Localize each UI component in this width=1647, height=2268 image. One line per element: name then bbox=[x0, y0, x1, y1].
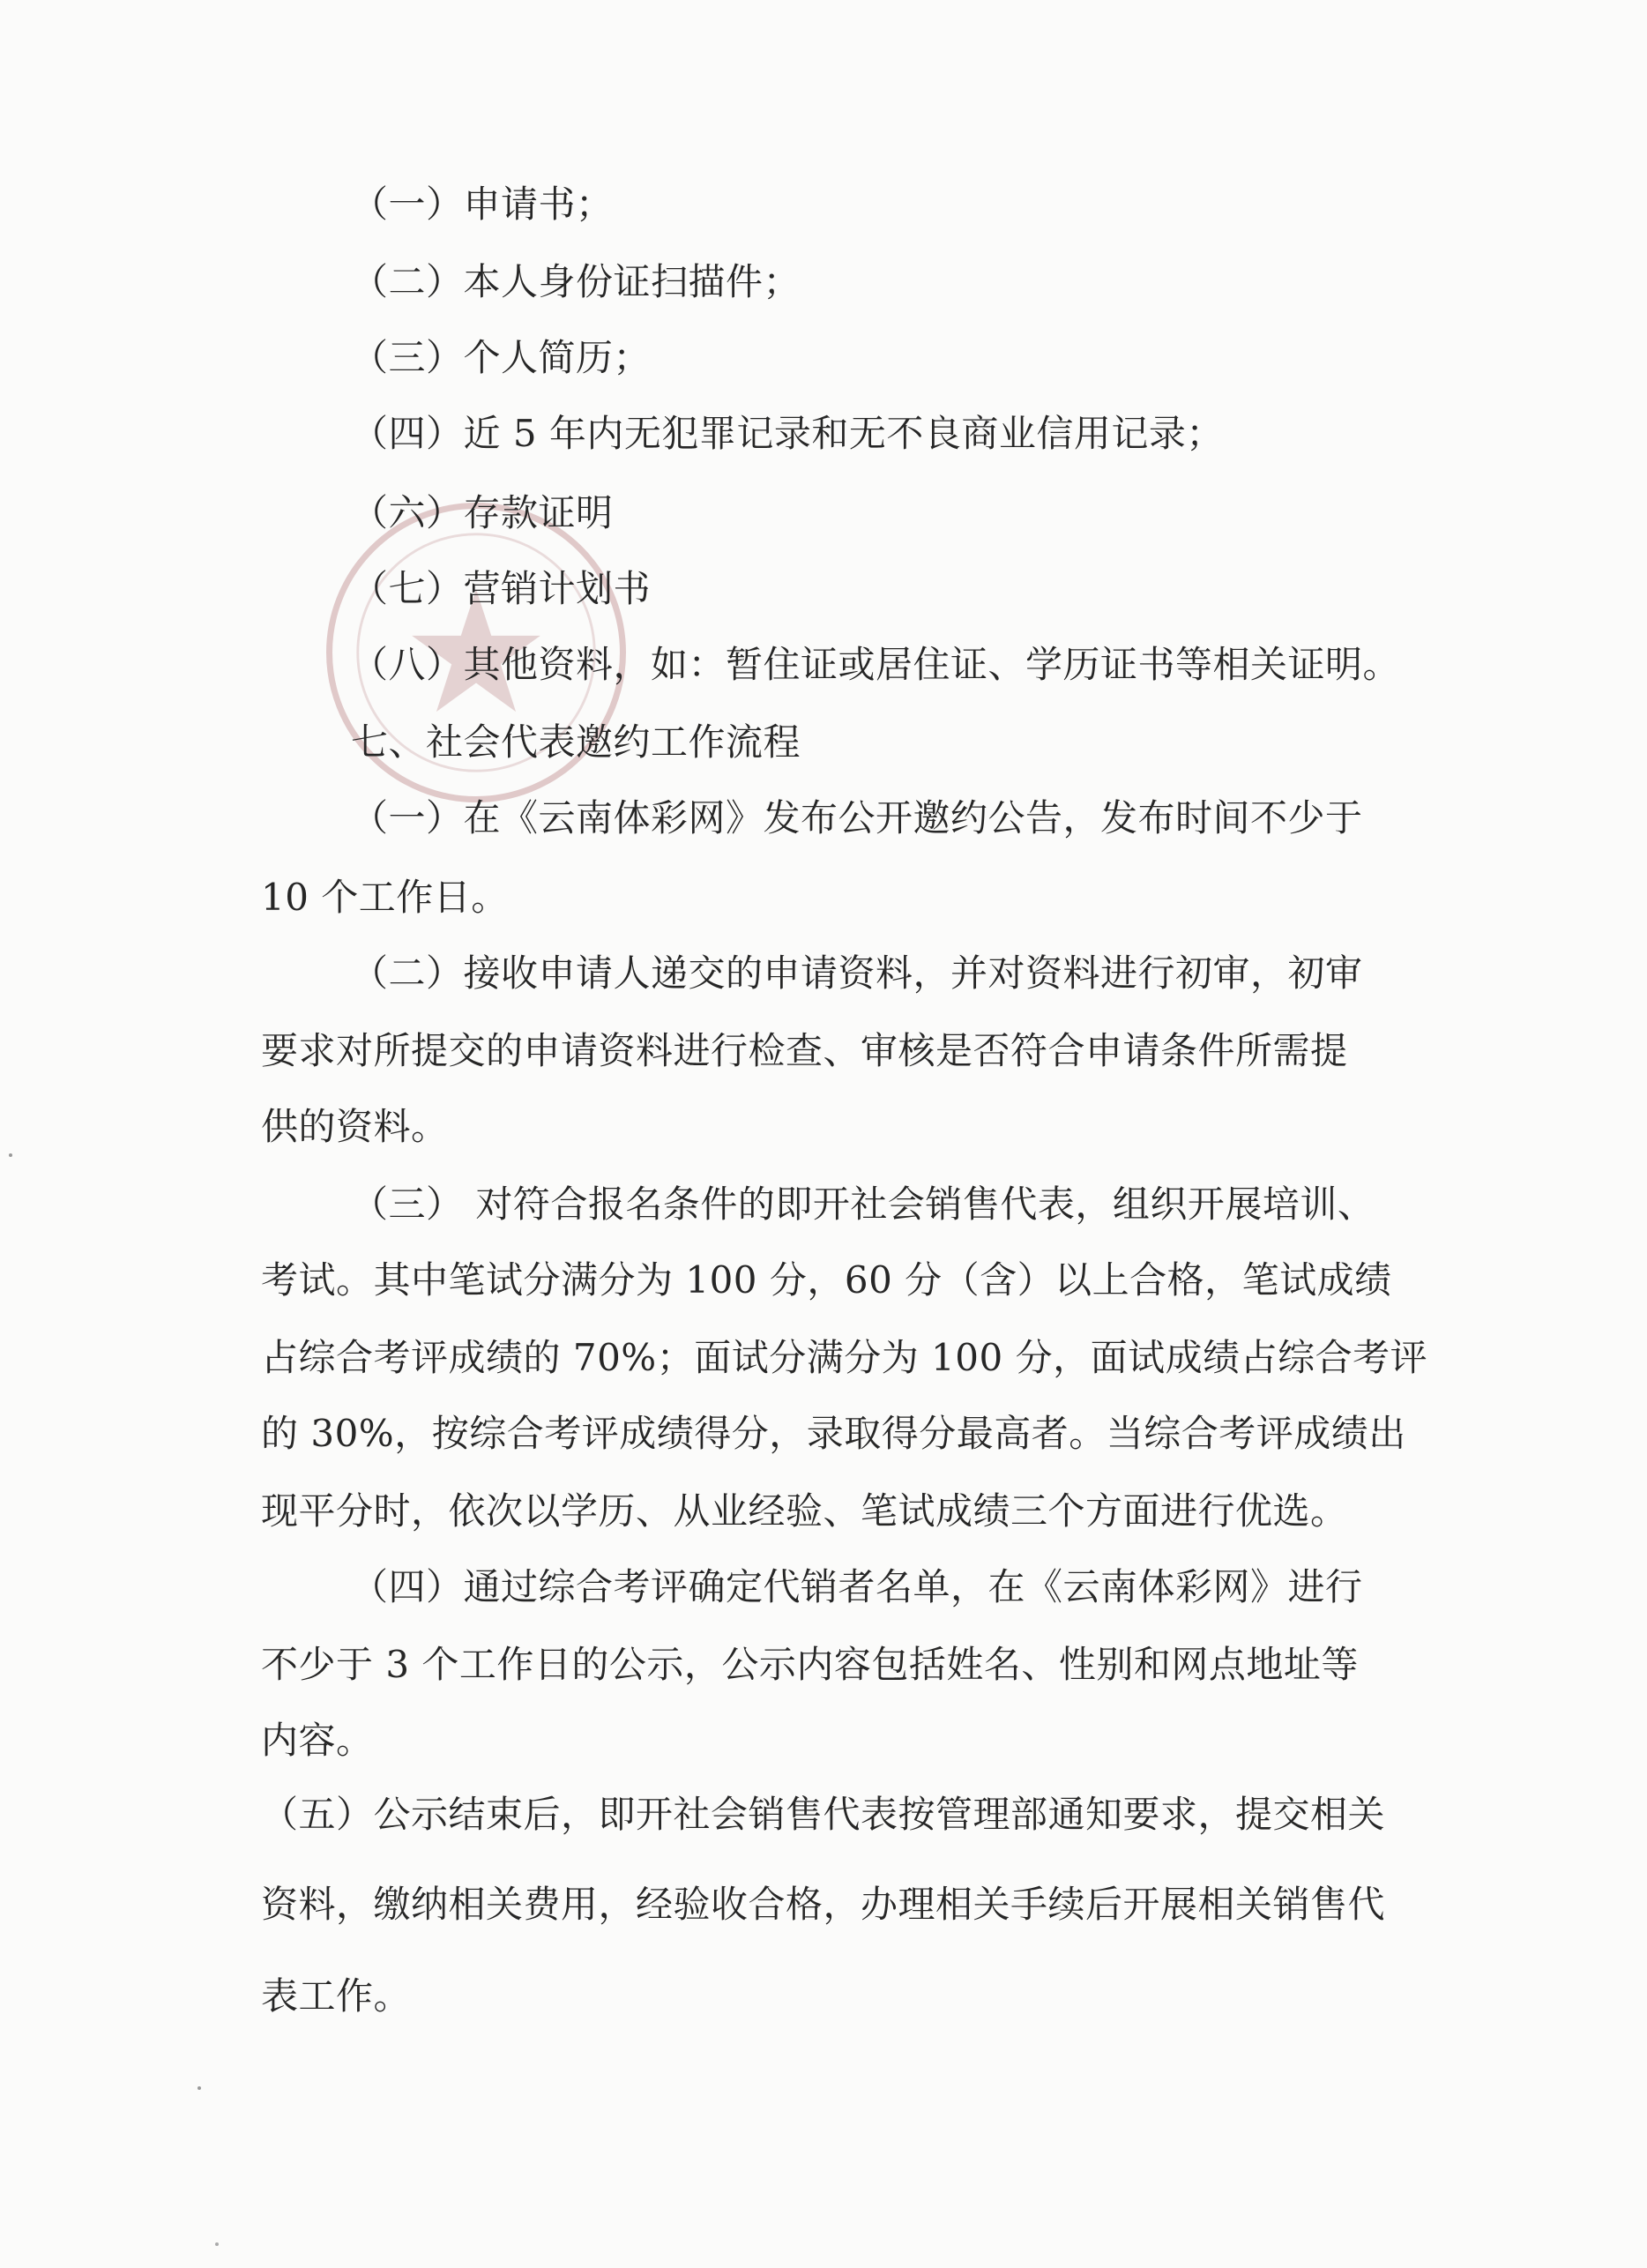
doc-line-15: 考试。其中笔试分满分为 100 分，60 分（含）以上合格，笔试成绩 bbox=[261, 1258, 1392, 1302]
doc-line-3: （三）个人简历； bbox=[351, 336, 652, 379]
doc-line-18: 现平分时，依次以学历、从业经验、笔试成绩三个方面进行优选。 bbox=[261, 1489, 1348, 1533]
doc-line-24: 表工作。 bbox=[261, 1974, 412, 2018]
doc-line-4: （四）近 5 年内无犯罪记录和无不良商业信用记录； bbox=[351, 412, 1224, 455]
doc-line-20: 不少于 3 个工作日的公示，公示内容包括姓名、性别和网点地址等 bbox=[261, 1643, 1359, 1686]
doc-line-9: （一）在《云南体彩网》发布公开邀约公告，发布时间不少于 bbox=[351, 796, 1363, 839]
doc-line-14: （三） 对符合报名条件的即开社会销售代表，组织开展培训、 bbox=[351, 1182, 1375, 1226]
doc-line-7: （八）其他资料，如：暂住证或居住证、学历证书等相关证明。 bbox=[351, 643, 1401, 686]
doc-line-12: 要求对所提交的申请资料进行检查、审核是否符合申请条件所需提 bbox=[261, 1029, 1348, 1072]
doc-line-1: （一）申请书； bbox=[351, 183, 614, 226]
doc-line-2: （二）本人身份证扫描件； bbox=[351, 260, 801, 303]
doc-line-19: （四）通过综合考评确定代销者名单，在《云南体彩网》进行 bbox=[351, 1565, 1363, 1608]
doc-line-17: 的 30%，按综合考评成绩得分，录取得分最高者。当综合考评成绩出 bbox=[261, 1412, 1406, 1455]
doc-line-5: （六）存款证明 bbox=[351, 491, 614, 534]
section-heading: 七、社会代表邀约工作流程 bbox=[351, 720, 801, 764]
doc-line-21: 内容。 bbox=[261, 1719, 374, 1762]
doc-line-16: 占综合考评成绩的 70%；面试分满分为 100 分，面试成绩占综合考评 bbox=[261, 1336, 1428, 1379]
doc-line-11: （二）接收申请人递交的申请资料，并对资料进行初审，初审 bbox=[351, 951, 1363, 995]
doc-line-23: 资料，缴纳相关费用，经验收合格，办理相关手续后开展相关销售代 bbox=[261, 1883, 1386, 1926]
doc-line-10: 10 个工作日。 bbox=[261, 876, 509, 919]
doc-line-13: 供的资料。 bbox=[261, 1105, 449, 1148]
doc-line-22: （五）公示结束后，即开社会销售代表按管理部通知要求，提交相关 bbox=[261, 1793, 1386, 1836]
doc-line-6: （七）营销计划书 bbox=[351, 567, 652, 610]
